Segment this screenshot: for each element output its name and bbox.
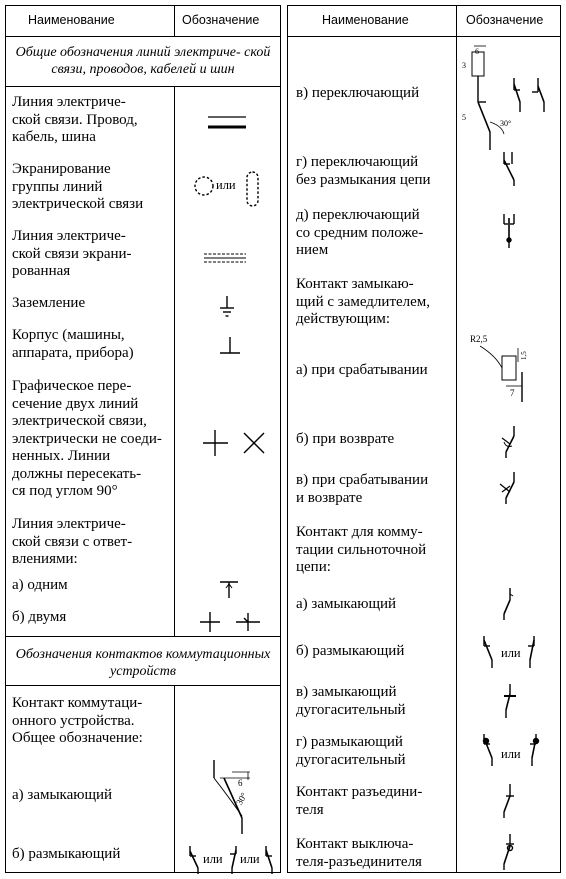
- ground-icon: [218, 294, 238, 320]
- left-header: [6, 6, 280, 37]
- section-title: Общие обозначения линий электриче- ской связи, проводов, кабелей и шин: [15, 45, 271, 77]
- row-label: в) при срабатывании и возврате: [296, 472, 429, 506]
- row-label: г) переключающий без размыкания цепи: [296, 154, 431, 188]
- chassis-icon: [218, 335, 244, 357]
- changeover-mid-icon: [498, 212, 526, 252]
- row-label: Графическое пере- сечение двух линий электрической связи, электрически не соеди- ненных. Линии должны пересекать- ся под углом 90°: [12, 378, 162, 499]
- row-label: б) двумя: [12, 609, 67, 625]
- row-label: Линия электриче- ской связи экрани- рованная: [12, 228, 132, 279]
- make-contact-dim-icon: [202, 758, 274, 838]
- header-designation: Обозначение: [182, 13, 260, 27]
- row-label: в) замыкающий дугогасительный: [296, 684, 406, 718]
- row-label: б) размыкающий: [296, 643, 405, 659]
- ili-text: или: [501, 747, 521, 761]
- dim-label: 3: [462, 61, 466, 70]
- shielded-line-icon: [202, 250, 250, 266]
- row-label: Экранирование группы линий электрической связи: [12, 161, 144, 212]
- arc-break-icon: [524, 732, 548, 770]
- power-break-icon: [478, 634, 502, 672]
- dim-label: 30°: [500, 119, 512, 128]
- dashed-circle-icon: [194, 171, 218, 201]
- dim-label: 6: [475, 47, 479, 56]
- divider: [6, 86, 280, 87]
- row-label: в) переключающий: [296, 85, 420, 101]
- header-name: Наименование: [28, 13, 115, 27]
- divider: [6, 636, 280, 637]
- row-label: Корпус (машины, аппарата, прибора): [12, 327, 134, 361]
- delay-both-icon: [496, 470, 526, 506]
- dim-label: R2,5: [470, 334, 488, 344]
- branch-two-icon: [198, 610, 268, 634]
- row-label: Линия электриче- ской связи с ответ- влениями:: [12, 516, 133, 567]
- header-designation: Обозначение: [466, 13, 544, 27]
- dim-label: 1,5: [520, 351, 528, 360]
- ili-text: или: [216, 178, 236, 192]
- arc-make-icon: [498, 682, 522, 722]
- row-label: г) размыкающий дугогасительный: [296, 734, 406, 768]
- header-name: Наименование: [322, 13, 409, 27]
- divider: [174, 6, 175, 36]
- row-label: Контакт выключа- теля-разъединителя: [296, 836, 422, 870]
- row-label: а) замыкающий: [296, 596, 397, 612]
- row-label: Заземление: [12, 295, 86, 311]
- branch-one-icon: [218, 578, 240, 602]
- right-header: [288, 6, 560, 37]
- divider: [174, 685, 175, 872]
- changeover-contact-dim-icon: [460, 42, 560, 154]
- row-label: а) при срабатывании: [296, 362, 428, 378]
- section-title: Обозначения контактов коммутационных устройств: [15, 647, 271, 679]
- changeover-nobreak-icon: [498, 150, 526, 188]
- dashed-oval-icon: [244, 169, 264, 213]
- row-label: б) при возврате: [296, 431, 395, 447]
- left-table: [5, 5, 281, 873]
- ili-text: или: [203, 852, 223, 866]
- power-make-icon: [498, 586, 518, 624]
- dim-label: 30°: [234, 790, 250, 807]
- crossing-icon: [201, 428, 271, 460]
- line-symbol-icon: [206, 114, 250, 134]
- row-label: б) размыкающий: [12, 846, 121, 862]
- divider: [456, 6, 457, 872]
- dim-label: 6: [238, 778, 243, 788]
- row-label: Линия электриче- ской связи. Провод, кабель, шина: [12, 94, 138, 145]
- delay-release-icon: [496, 424, 526, 460]
- dim-label: 5: [462, 113, 466, 122]
- row-label: а) замыкающий: [12, 787, 113, 803]
- right-table: [287, 5, 561, 873]
- delay-make-dim-icon: [466, 328, 546, 408]
- row-label: Контакт разъедини- теля: [296, 784, 423, 818]
- row-label: д) переключающий со средним положе- нием: [296, 207, 424, 258]
- row-label: Контакт для комму- тации сильноточной цепи:: [296, 524, 427, 575]
- disconnector-icon: [498, 782, 518, 822]
- break-contact-icon: [262, 844, 280, 876]
- dim-label: 7: [510, 388, 515, 398]
- ili-text: или: [240, 852, 260, 866]
- row-label: Контакт замыкаю- щий с замедлителем, действующим:: [296, 276, 431, 327]
- divider: [6, 685, 280, 686]
- power-break-icon: [524, 634, 544, 672]
- load-disconnector-icon: [498, 832, 518, 874]
- divider: [174, 86, 175, 636]
- ili-text: или: [501, 646, 521, 660]
- row-label: Контакт коммутаци- онного устройства. Общее обозначение:: [12, 695, 143, 746]
- row-label: а) одним: [12, 577, 68, 593]
